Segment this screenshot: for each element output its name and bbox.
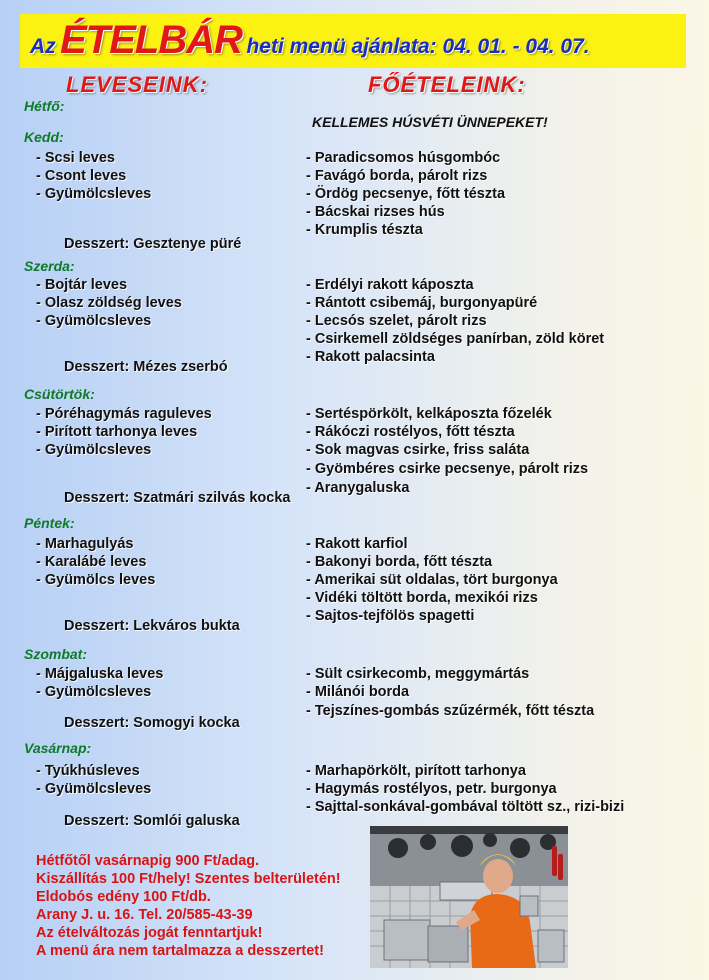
day-heading: Kedd:	[24, 129, 64, 145]
day-heading: Szerda:	[24, 258, 75, 274]
main-item: - Sajttal-sonkával-gombával töltött sz., rizi-bizi	[306, 799, 625, 815]
soup-item: - Póréhagymás raguleves	[36, 406, 212, 422]
footer-line: Hétfőtől vasárnapig 900 Ft/adag.	[36, 853, 260, 869]
main-item: - Sült csirkecomb, meggymártás	[306, 666, 530, 682]
main-item: - Hagymás rostélyos, petr. burgonya	[306, 781, 557, 797]
soup-item: - Gyümölcsleves	[36, 313, 152, 329]
main-item: - Vidéki töltött borda, mexikói rizs	[306, 590, 538, 606]
day-heading: Vasárnap:	[24, 740, 92, 756]
soup-item: - Olasz zöldség leves	[36, 295, 182, 311]
main-item: - Gyömbéres csirke pecsenye, párolt rizs	[306, 461, 589, 477]
main-item: - Bácskai rizses hús	[306, 204, 445, 220]
main-item: - Erdélyi rakott káposzta	[306, 277, 474, 293]
dessert-item: Desszert: Gesztenye püré	[64, 236, 242, 252]
soup-item: - Gyümölcs leves	[36, 572, 156, 588]
main-item: - Sok magvas csirke, friss saláta	[306, 442, 530, 458]
dessert-item: Desszert: Somlói galuska	[64, 813, 240, 829]
soup-item: - Gyümölcsleves	[36, 442, 152, 458]
dessert-item: Desszert: Szatmári szilvás kocka	[64, 490, 291, 506]
soup-item: - Marhagulyás	[36, 536, 134, 552]
main-item: - Ördög pecsenye, főtt tészta	[306, 186, 506, 202]
soup-item: - Scsi leves	[36, 150, 115, 166]
soup-item: - Tyúkhúsleves	[36, 763, 140, 779]
main-item: - Amerikai süt oldalas, tört burgonya	[306, 572, 558, 588]
mains-title: FŐÉTELEINK:	[368, 72, 526, 97]
main-item: - Bakonyi borda, főtt tészta	[306, 554, 493, 570]
footer-line: Az ételváltozás jogát fenntartjuk!	[36, 925, 263, 941]
main-item: - Rákóczi rostélyos, főtt tészta	[306, 424, 515, 440]
day-heading: Péntek:	[24, 515, 75, 531]
main-item: - Milánói borda	[306, 684, 410, 700]
soup-item: - Pirított tarhonya leves	[36, 424, 198, 440]
main-item: - Favágó borda, párolt rizs	[306, 168, 488, 184]
dessert-item: Desszert: Mézes zserbó	[64, 359, 228, 375]
main-item: - Rakott palacsinta	[306, 349, 435, 365]
main-item: - Rakott karfiol	[306, 536, 408, 552]
soup-item: - Csont leves	[36, 168, 127, 184]
easter-greeting: KELLEMES HÚSVÉTI ÜNNEPEKET!	[312, 114, 548, 130]
main-item: - Krumplis tészta	[306, 222, 423, 238]
soup-item: - Gyümölcsleves	[36, 684, 152, 700]
soup-item: - Gyümölcsleves	[36, 186, 152, 202]
kitchen-photo	[370, 826, 568, 968]
cook-illustration	[370, 826, 568, 968]
footer-line: Kiszállítás 100 Ft/hely! Szentes belterületén!	[36, 871, 341, 887]
soup-item: - Bojtár leves	[36, 277, 128, 293]
main-item: - Aranygaluska	[306, 480, 410, 496]
day-heading: Hétfő:	[24, 98, 65, 114]
banner-line	[30, 18, 590, 63]
main-item: - Tejszínes-gombás szűzérmék, főtt tészta	[306, 703, 595, 719]
soup-item: - Karalábé leves	[36, 554, 147, 570]
footer-line: A menü ára nem tartalmazza a desszertet!	[36, 943, 324, 959]
dessert-item: Desszert: Lekváros bukta	[64, 618, 240, 634]
dessert-item: Desszert: Somogyi kocka	[64, 715, 240, 731]
main-item: - Paradicsomos húsgombóc	[306, 150, 501, 166]
soup-item: - Májgaluska leves	[36, 666, 164, 682]
header-banner	[20, 14, 686, 68]
soups-title: LEVESEINK:	[66, 72, 209, 97]
main-item: - Marhapörkölt, pirított tarhonya	[306, 763, 526, 779]
banner-az: Az	[30, 35, 56, 58]
footer-line: Eldobós edény 100 Ft/db.	[36, 889, 211, 905]
main-item: - Rántott csibemáj, burgonyapüré	[306, 295, 538, 311]
main-item: - Lecsós szelet, párolt rizs	[306, 313, 487, 329]
main-item: - Csirkemell zöldséges panírban, zöld köret	[306, 331, 605, 347]
main-item: - Sertéspörkölt, kelkáposzta főzelék	[306, 406, 552, 422]
day-heading: Csütörtök:	[24, 386, 95, 402]
banner-subtitle: heti menü ajánlata: 04. 01. - 04. 07.	[246, 35, 590, 58]
main-item: - Sajtos-tejfölös spagetti	[306, 608, 475, 624]
day-heading: Szombat:	[24, 646, 87, 662]
footer-line: Arany J. u. 16. Tel. 20/585-43-39	[36, 907, 253, 923]
brand-name: ÉTELBÁR	[60, 18, 243, 62]
footer-info	[36, 852, 341, 960]
soup-item: - Gyümölcsleves	[36, 781, 152, 797]
